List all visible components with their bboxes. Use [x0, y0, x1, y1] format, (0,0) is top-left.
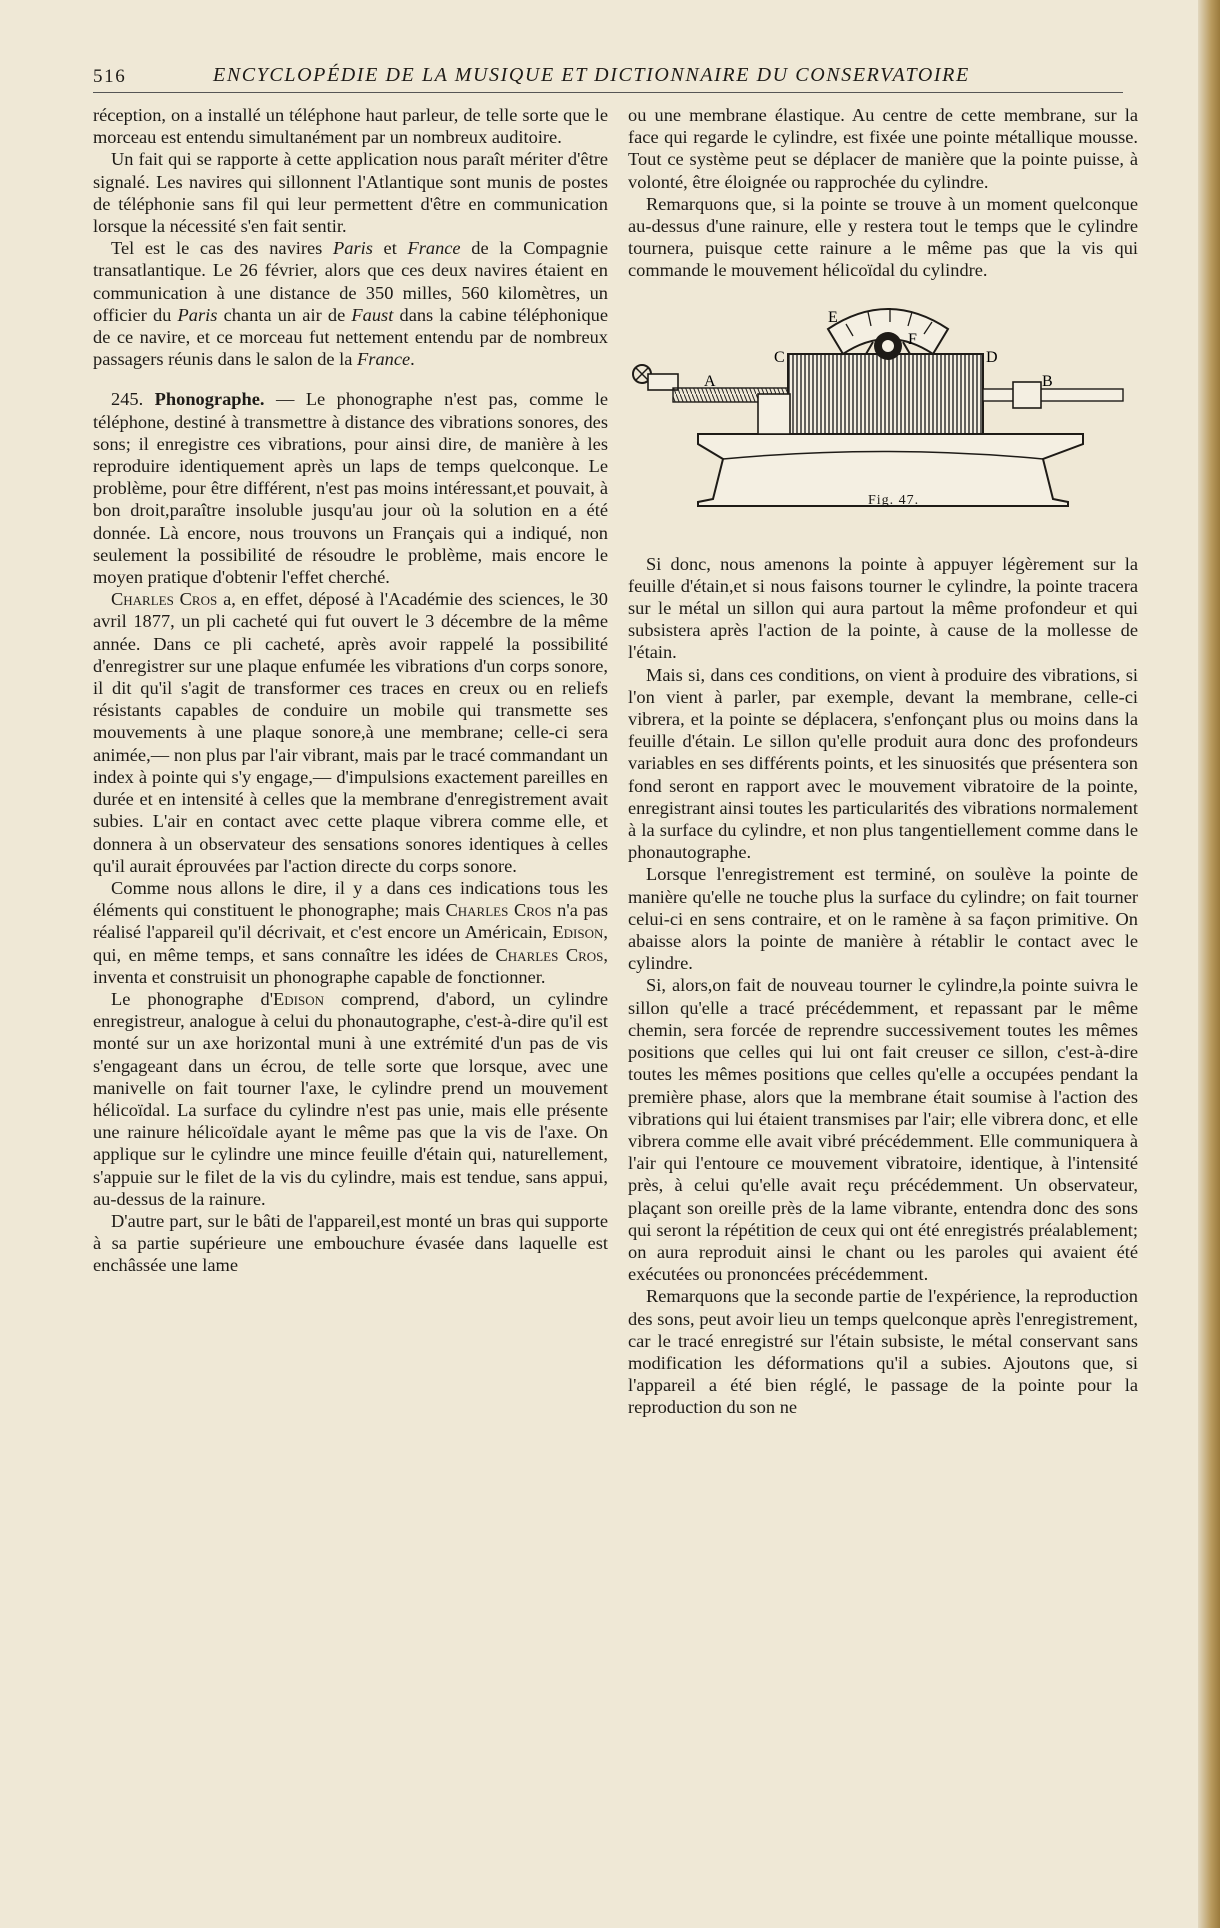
paragraph: Comme nous allons le dire, il y a dans ces indications tous les éléments qui constituent le phonographe; mais Charles Cros n'a pas réalisé l'appareil qu'il décrivait, et c'est encore un Américain, Edison, qui, en même temps, et sans connaître les idées de Charles Cros, inventa et construisit un phonographe capable de fonctionner.: [93, 877, 609, 987]
paragraph: réception, on a installé un téléphone haut parleur, de telle sorte que le morceau est entendu simultanément par un nombreux auditoire.: [93, 105, 608, 148]
paragraph: Un fait qui se rapporte à cette application nous paraît mériter d'être signalé. Les navires qui sillonnent l'Atlantique sont munis de postes de téléphonie sans fil qui leur permettent d'être en communication lorsque la nécessité s'en fait sentir.: [93, 149, 608, 237]
label-E: E: [828, 308, 838, 326]
label-C: C: [774, 348, 785, 366]
label-B: B: [1042, 372, 1053, 390]
paragraph: Mais si, dans ces conditions, on vient à produire des vibrations, si l'on vient à parler, par exemple, devant la membrane, celle-ci vibrera, et la pointe se déplacera, s'enfonçant plus ou moins dans la feuille d'étain. Le sillon qu'elle produit aura donc des profondeurs variables en ses différents points, et les sinuosités que présentera son fond seront en rapport avec le mouvement vibratoire de la pointe, enregistrant ainsi toutes les particularités des vibrations normalement à la surface du cylindre, et non plus tangentiellement comme dans le phonautographe.: [628, 664, 1138, 863]
paragraph: D'autre part, sur le bâti de l'appareil,est monté un bras qui supporte à sa partie supérieure une embouchure évasée dans laquelle est enchâssée une lame: [93, 1210, 608, 1276]
paragraph: Lorsque l'enregistrement est terminé, on soulève la pointe de manière qu'elle ne touche plus la surface du cylindre; on fait tourner celui-ci en sens contraire, et on le ramène à sa façon primitive. On abaisse alors la pointe de manière à rétablir le contact avec le cylindre.: [628, 864, 1138, 974]
paragraph: Le phonographe d'Edison comprend, d'abord, un cylindre enregistreur, analogue à celui du phonautographe, c'est-à-dire qu'il est monté sur un axe horizontal muni à une extrémité d'un pas de vis s'engageant dans un écrou, de telle sorte que lorsque, avec une manivelle on fait tourner l'axe, le cylindre prend un mouvement hélicoïdal. La surface du cylindre n'est pas unie, mais elle présente une rainure hélicoïdale ayant le même pas que la vis de l'axe. On applique sur le cylindre une mince feuille d'étain qui, naturellement, s'appuie sur le filet de la vis du cylindre, mais est tendue, sans appui, au-dessus de la rainure.: [93, 988, 608, 1209]
section-number: 245.: [111, 389, 144, 410]
paragraph: Si, alors,on fait de nouveau tourner le cylindre,la pointe suivra le sillon qu'elle a tracé précédemment, et repassant par le même chemin, sera forcée de reprendre successivement toutes les mêmes positions que celles qui lui ont fait creuser ce sillon, c'est-à-dire toutes les mêmes positions que celles qu'elle a occupées pendant la première phase, alors que la membrane était soumise à l'action des vibrations qui lui étaient transmises par l'air; elle vibrera donc, et elle vibrera comme elle avait vibré précédemment. Elle communiquera à l'air qui l'entoure ce mouvement vibratoire, identique, à l'intensité près, à celui qu'elle avait reçu précédemment. Un observateur, plaçant son oreille près de la lame vibrante, entendra donc des sons qui seront la répétition de ceux qui ont été enregistrés préalablement; on aura reproduit ainsi le chant ou les paroles qui avaient été exécutées ou prononcées précédemment.: [628, 975, 1138, 1285]
left-column: [93, 104, 608, 1277]
label-A: A: [704, 372, 716, 390]
section-245: 245. Phonographe. — Le phonographe n'est pas, comme le téléphone, destiné à transmettre à distance des vibrations sonores, des sons; il enregistre ces vibrations, pour ainsi dire, de manière à les reproduire identiquement après un laps de temps quelconque. Le problème, pour être différent, n'est pas moins intéressant,et pouvait, à bon droit,paraître insoluble jusqu'au jour où la solution en a été donnée. Là encore, nous trouvons un Français qui a indiqué, non seulement la possibilité de résoudre le problème, mais encore le moyen pratique d'obtenir l'effet cherché.: [93, 389, 608, 588]
figure-47-phonograph: [628, 294, 1138, 539]
section-heading: Phonographe.: [154, 389, 265, 410]
paragraph: Remarquons que la seconde partie de l'expérience, la reproduction des sons, peut avoir lieu un temps quelconque après l'enregistrement, car le tracé enregistré sur l'étain subsiste, le métal conservant sans modification les déformations qu'il a subies. Ajoutons que, si l'appareil a été bien réglé, le passage de la pointe pour la reproduction du son ne: [628, 1286, 1138, 1418]
page-header: [93, 64, 1123, 93]
paragraph: Remarquons que, si la pointe se trouve à un moment quelconque au-dessus d'une rainure, elle y restera tout le temps que le cylindre tournera, puisque cette rainure a le même pas que la vis qui commande le mouvement hélicoïdal du cylindre.: [628, 193, 1138, 281]
paragraph: Tel est le cas des navires Paris et France de la Compagnie transatlantique. Le 26 février, alors que ces deux navires étaient en communication à une distance de 350 milles, 560 kilomètres, un officier du Paris chanta un air de Faust dans la cabine téléphonique de ce navire, et ce morceau fut nettement entendu par de nombreux passagers réunis dans le salon de la France.: [93, 238, 609, 370]
figure-caption: Fig. 47.: [868, 492, 920, 508]
running-title: ENCYCLOPÉDIE DE LA MUSIQUE ET DICTIONNAIRE DU CONSERVATOIRE: [213, 64, 970, 86]
paragraph: Si donc, nous amenons la pointe à appuyer légèrement sur la feuille d'étain,et si nous faisons tourner le cylindre, la pointe tracera sur le métal un sillon qui aura partout la même profondeur et qui subsistera après l'action de la pointe, à cause de la mollesse de l'étain.: [628, 553, 1138, 663]
paragraph: ou une membrane élastique. Au centre de cette membrane, sur la face qui regarde le cylindre, est fixée une pointe métallique mousse. Tout ce système peut se déplacer de manière que la pointe puisse, à volonté, être éloignée ou rapprochée du cylindre.: [628, 105, 1138, 192]
page-number: 516: [93, 66, 127, 87]
label-F: F: [908, 330, 917, 348]
page-edge: [1198, 0, 1220, 1928]
paragraph: Charles Cros a, en effet, déposé à l'Académie des sciences, le 30 avril 1877, un pli cacheté qui fut ouvert le 3 décembre de la même année. Dans ce pli cacheté, après avoir rappelé la possibilité d'enregistrer sur une plaque enfumée les vibrations d'un corps sonore, il dit qu'il s'agit de transformer ces traces en creux ou en reliefs résistants capables de conduire un mobile qui transmette ses mouvements à une plaque sonore,à une membrane; celle-ci sera animée,— non plus par l'air vibrant, mais par le tracé commandant un index à pointe qui s'y engage,— d'impulsions exactement pareilles en durée et en intensité à celles que la membrane d'enregistrement avait subies. L'air en contact avec cette plaque vibrera comme elle, et donnera à un observateur des sensations sonores identiques à celles qu'il aurait éprouvées par l'action directe du corps sonore.: [93, 589, 608, 876]
right-column: [628, 104, 1138, 1419]
label-D: D: [986, 348, 998, 366]
